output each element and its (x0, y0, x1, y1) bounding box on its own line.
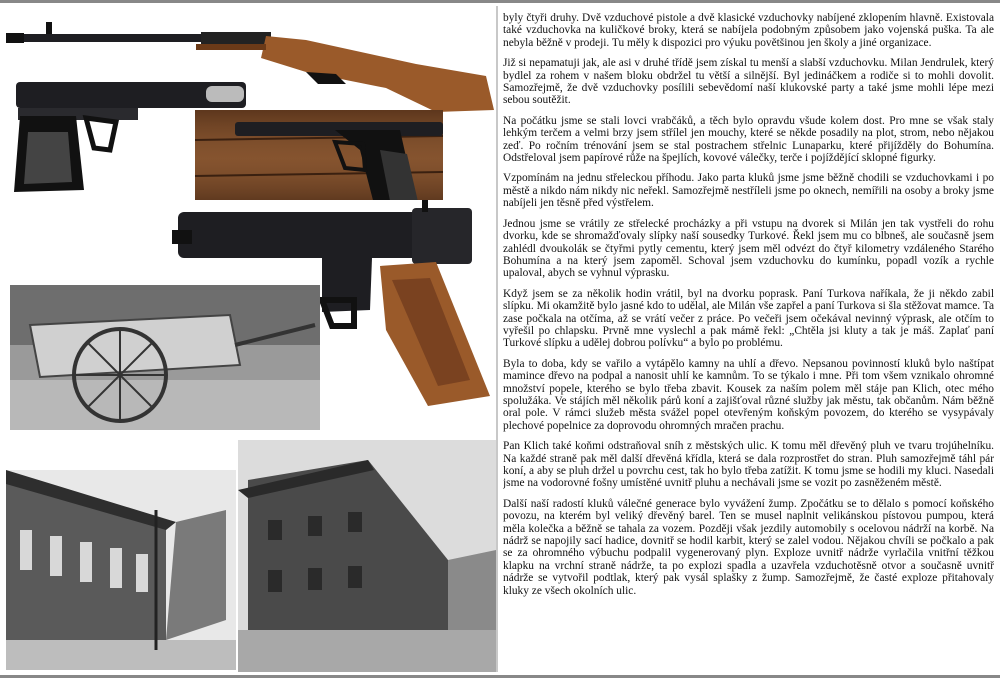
old-building-photo (238, 440, 496, 672)
article-text (503, 12, 994, 672)
handcart-photo (10, 285, 320, 430)
article-paragraph: Jednou jsme se vrátily ze střelecké procházky a při vstupu na dvorek si Milán jen tak vystřeli do rohu dvorku, kde se shromažďovaly slípky naší sousedky Turkové. Řekl jsem mu co blbneš, ale současně jsem zahlédl dvoukolák se čtyřmi pytly cementu, který jsem měl odvézt do čtyř kilometry vzdáleného Starého Bohumína a na který jsem zapoměl. Schoval jsem vzduchovku do kumínku, popadl vozík a rychle upaloval, abych se vyhnul výprasku. (503, 217, 994, 280)
article-paragraph: Když jsem se za několik hodin vrátil, byl na dvorku poprask. Paní Turkova naříkala, že ji někdo zabil slípku. Mi okamžitě bylo jasné kdo to udělal, ale Milán vše zapřel a paní Turkova si šla stěžovat mamce. Ta zase počkala na otčíma, až se vrátí večer z práce. Po večeři jsem očekával nevinný výprask, ale otčím to vyřešil po chlapsku. Prvně mne vyslechl a pak mámě řekl: „Chtěla jsi kluty a tak je máš. Zaplať paní Turkové slípku a udělej dobrou polívku“ a bylo po problému. (503, 287, 994, 350)
article-paragraph: Další naší radostí kluků válečné generace bylo vyvážení žump. Zpočátku se to dělalo s pomocí koňského povozu, na kterém byl veliký dřevěný barel. Ten se musel naplnit velikánskou pístovou pumpou, která měla kolečka a běžně se tahala za vozem. Později však jezdily automobily s ocelovou nádrží na korbě. Na nádrž se napojily sací hadice, dovnitř se hodil karbit, který se zalel vodou. Nějakou chvíli se počkalo a pak se za ohromného výbuchu podpalil vygenerovaný plyn. Exploze uvnitř nádrže vyrlačila vnitřní těžkou klapku na vrchní straně nádrže, ta po explozi spadla a uzavřela vzduchotěsně otvor a současně uvnitř nádrže se vytvořil podtlak, který pak vysál splašky z žump. Samozřejmě, že časté exploze přitahovaly kluky ze všech okolních ulic. (503, 497, 994, 597)
top-rule (0, 0, 1000, 3)
street-buildings-photo (6, 470, 236, 670)
article-paragraph: Již si nepamatuji jak, ale asi v druhé třídě jsem získal tu menší a slabší vzduchovku. Milan Jendrulek, který bydlel za rohem v našem bloku obdržel tu větší a silnější. Byl jedináčkem a rodiče si to mohli dovolit. Samozřejmě, že dvě vzduchovky posílili sebevědomí naší klukovské party a také jsme mohli lépe mezi sebou soutěžit. (503, 57, 994, 107)
article-paragraph: Pan Klich také koňmi odstraňoval sníh z městských ulic. K tomu měl dřevěný pluh ve tvaru trojúhelníku. Na každé straně pak měl další dřevěná křídla, která se dala rozprostřet do stran. Pluh samozřejmě táhl pár koní, a aby se pluh držel u povrchu cest, tak ho bylo třeba zatížit. K tomu jsme se hodili my kluci. Nasedali jsme na vodorovné fošny umístěné uvnitř pluhu a nechávali jsme se vozit po zasněženém městě. (503, 440, 994, 490)
article-paragraph: Vzpomínám na jednu střeleckou příhodu. Jako parta kluků jsme jsme běžně chodili se vzduchovkami i po městě a nikdo nám nikdy nic neřekl. Samozřejmě nestříleli jsme po oknech, nemířili na osoby a broky jsme nabíjeli jen těsně před výstřelem. (503, 172, 994, 210)
article-paragraph: byly čtyři druhy. Dvě vzduchové pistole a dvě klasické vzduchovky nabíjené zklopením hlavně. Existovala také vzduchovka na kuličkové broky, která se nabíjela podobným způsobem jako vojenská puška. Ta ale nebyla běžně v prodeji. Tu měly k dispozici pro výuku povětšinou jen školy a jiné organizace. (503, 12, 994, 49)
column-divider (496, 6, 498, 672)
article-paragraph: Na počátku jsme se stali lovci vrabčáků, a těch bylo opravdu všude kolem dost. Pro mne se však staly lehkým terčem a velmi brzy jsem střílel jen mouchy, které se někde posadily na plot, strom, nebo nějakou zeď. Po ročním trénování jsem se stal postrachem střelnic Lunaparku, které přijížděly do Bohumína. Odstřeloval jsem papírové růže na špejlích, kovové válečky, terče i pojíždějící sklopné figurky. (503, 114, 994, 165)
article-paragraph: Byla to doba, kdy se vařilo a vytápělo kamny na uhlí a dřevo. Nepsanou povinností kluků bylo naštípat mamince dřevo na podpal a nanosit uhlí ke kamnům. To se týkalo i mne. Při tom všem vznikalo ohromné množství popele, kterého se bylo třeba zbavit. Kousek za naším polem měl stáje pan Klich, otec mého spolužáka. Ve stájích měl několik párů koní a zajišťoval různé služby jak městu, tak občanům. Nám běžně oral pole. V rámci služeb města svážel popel otevřeným koňským povozem, do kterého se vysypávaly plechové popelnice za doprovodu ohromných mračen prachu. (503, 357, 994, 432)
air-pistol-on-wood-photo (195, 110, 443, 208)
